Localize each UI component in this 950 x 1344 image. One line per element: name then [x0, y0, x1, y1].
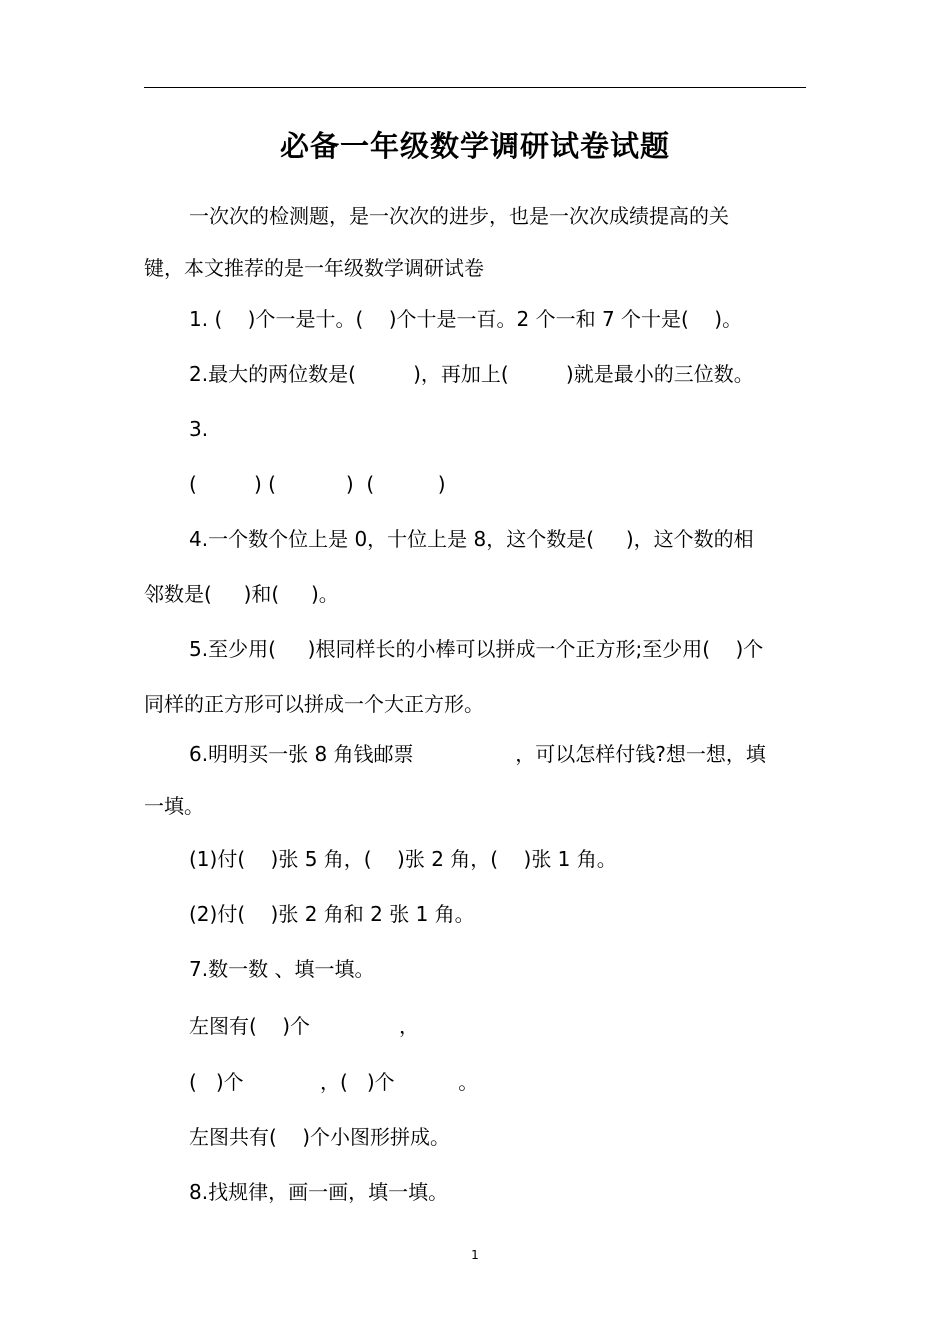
question-1: 1. ( )个一是十。( )个十是一百。2 个一和 7 个十是( )。	[189, 307, 743, 331]
intro-line-1: 一次次的检测题，是一次次的进步，也是一次次成绩提高的关	[189, 204, 729, 228]
question-5-cont: 同样的正方形可以拼成一个大正方形。	[144, 692, 484, 716]
header-rule	[144, 87, 806, 88]
question-5: 5.至少用( )根同样长的小棒可以拼成一个正方形;至少用( )个	[189, 637, 764, 661]
question-6-part-1: (1)付( )张 5 角，( )张 2 角，( )张 1 角。	[189, 847, 617, 871]
intro-line-2: 键，本文推荐的是一年级数学调研试卷	[144, 256, 484, 280]
question-7-line-2: ( )个 ，( )个 。	[189, 1070, 479, 1094]
page-number: 1	[471, 1248, 479, 1262]
question-6-part-2: (2)付( )张 2 角和 2 张 1 角。	[189, 902, 475, 926]
question-3: 3.	[189, 417, 209, 441]
question-7-line-1: 左图有( )个 ，	[189, 1014, 420, 1038]
question-6: 6.明明买一张 8 角钱邮票 ，可以怎样付钱?想一想，填	[189, 742, 766, 766]
question-8: 8.找规律，画一画，填一填。	[189, 1180, 449, 1204]
document-title: 必备一年级数学调研试卷试题	[279, 129, 670, 163]
question-7: 7.数一数 、填一填。	[189, 957, 375, 981]
question-4-cont: 邻数是( )和( )。	[144, 582, 339, 606]
question-4: 4.一个数个位上是 0，十位上是 8，这个数是( )，这个数的相	[189, 527, 754, 551]
question-3-blanks: ( ) ( ) ( )	[189, 472, 446, 496]
question-7-line-3: 左图共有( )个小图形拼成。	[189, 1125, 451, 1149]
question-6-cont: 一填。	[144, 794, 204, 818]
question-2: 2.最大的两位数是( )，再加上( )就是最小的三位数。	[189, 362, 754, 386]
